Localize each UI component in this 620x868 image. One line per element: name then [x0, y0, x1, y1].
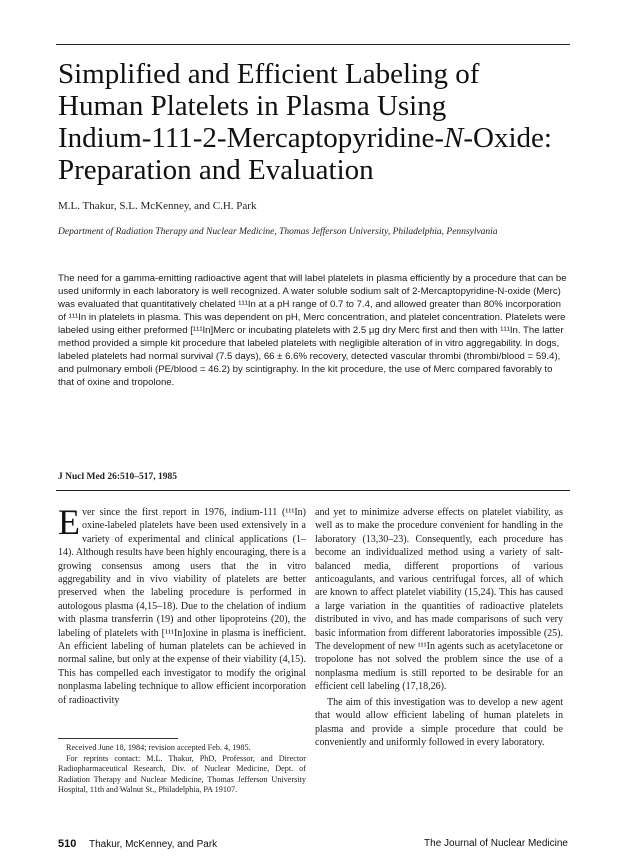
- drop-cap: E: [58, 502, 80, 542]
- title-line-2: Human Platelets in Plasma Using: [58, 90, 447, 122]
- affiliation: Department of Radiation Therapy and Nuclear Medicine, Thomas Jefferson University, Philadelphia, Pennsylvania: [58, 227, 498, 237]
- article-title: [58, 58, 568, 186]
- journal-name: The Journal of Nuclear Medicine: [424, 838, 568, 849]
- title-line-1: Simplified and Efficient Labeling of: [58, 58, 480, 90]
- author-list: M.L. Thakur, S.L. McKenney, and C.H. Park: [58, 200, 257, 212]
- top-rule: [56, 44, 570, 45]
- page-footer-left: [58, 838, 217, 850]
- footnotes: [58, 738, 306, 796]
- footnote-rule: [58, 738, 178, 739]
- abstract: The need for a gamma-emitting radioactive agent that will label platelets in plasma efficiently by a procedure that can be used uniformly in each laboratory is well recognized. A water soluble sodium salt of 2-Mercaptopyridine-N-oxide (Merc) was evaluated that quantitatively chelated ¹¹¹In at a pH range of 0.7 to 7.4, and allowed greater than 80% incorporation of ¹¹¹In in platelets in plasma. This was dependent on pH, Merc concentration, and platelet concentration. Platelets were labeled using either preformed [¹¹¹In]Merc or incubating platelets with 2.5 µg dry Merc first and then with ¹¹¹In. The latter method provided a simple kit procedure that labeled platelets with negligible alteration of in vitro aggregability. In dogs, labeled platelets had normal survival (7.5 days), 66 ± 6.6% recovery, detected vascular thrombi (thrombi/blood = 59.4), and pulmonary emboli (PE/blood = 46.2) by scintigraphy. In the kit procedure, the use of Merc compared favorably to that of oxine and tropolone.: [58, 273, 567, 388]
- title-line-3a: Indium-111-2-Mercaptopyridine-: [58, 122, 445, 154]
- page-number: 510: [58, 838, 77, 850]
- intro-paragraph: ver since the first report in 1976, indium-111 (¹¹¹In) oxine-labeled platelets have been used extensively in a variety of experimental and clinical applications (1–14). Although results have been highly encouraging, there is a growing consensus among users that the in vitro aggregability and in vivo viability of platelets are better preserved when the labeling procedure is performed in autologous plasma (4,15–18). Due to the chelation of indium with plasma transferrin (19) and other lipoproteins (20), the labeling of platelets with [¹¹¹In]oxine in plasma is inefficient. An efficient labeling of human platelets can be achieved in normal saline, but only at the expense of their viability (4,15). This has compelled each investigator to modify the original nonplasma labeling technique to allow efficient incorporation of radioactivity: [58, 507, 306, 706]
- body-paragraph-1: and yet to minimize adverse effects on platelet viability, as well as to make the procedure convenient for handling in the laboratory (13,30–23). Consequently, each procedure has become an individualized method using a variety of salt-balanced media, different proportions of various anticoagulants, and various centrifugal forces, all of which are known to affect platelet viability (15,24). This has caused a large variation in the quantities of radioactive platelets distributed in vivo, and has made comparisons of such very basic information from different laboratories impossible (25). The development of new ¹¹¹In agents such as acetylacetone or tropolone has not solved the problem since the use of a nonplasma medium is still reported to be desirable for an efficient cell labeling (17,18,26).: [315, 507, 563, 693]
- journal-citation: J Nucl Med 26:510–517, 1985: [58, 472, 178, 482]
- footnote-reprints: For reprints contact: M.L. Thakur, PhD, Professor, and Director Radiopharmaceutical Research, Div. of Nuclear Medicine, Dept. of Radiation Therapy and Nuclear Medicine, Thomas Jefferson University Hospital, 11th and Walnut St., Philadelphia, PA 19107.: [58, 753, 306, 795]
- title-line-3b: -Oxide:: [463, 122, 552, 154]
- footnote-received: Received June 18, 1984; revision accepted Feb. 4, 1985.: [66, 743, 251, 752]
- running-authors: Thakur, McKenney, and Park: [88, 839, 218, 850]
- column-right: [315, 506, 563, 749]
- body-paragraph-2: The aim of this investigation was to develop a new agent that would allow efficient labeling of human platelets in plasma and provide a simple procedure that could be conveniently and uniformly followed in every laboratory.: [315, 696, 563, 748]
- body-rule: [56, 490, 570, 491]
- column-left: [58, 502, 306, 707]
- title-line-4: Preparation and Evaluation: [58, 154, 374, 186]
- title-line-3-italic: N: [444, 122, 464, 154]
